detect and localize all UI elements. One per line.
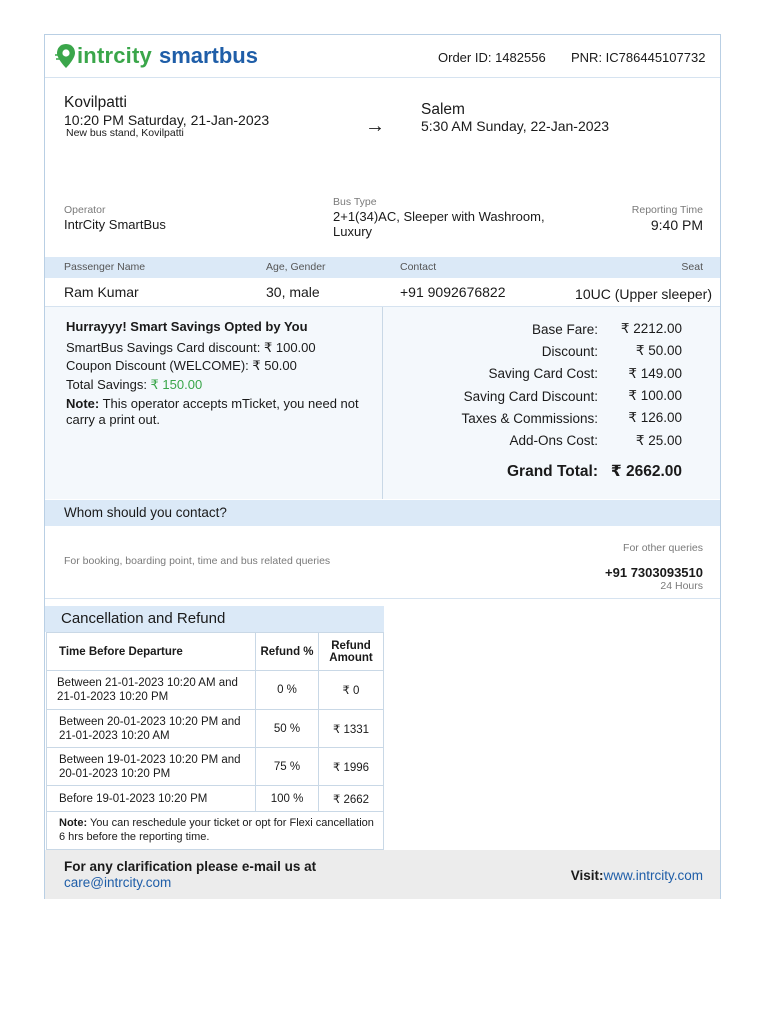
passenger-name-header: Passenger Name — [64, 261, 146, 273]
to-time: 5:30 AM Sunday, 22-Jan-2023 — [421, 118, 610, 134]
fare-label: Discount: — [541, 343, 598, 359]
operator-label: Operator — [64, 204, 106, 216]
contact-heading-band — [45, 500, 720, 526]
time-cell: Between 19-01-2023 10:20 PM and 20-01-2023 10:20 PM — [47, 748, 256, 786]
refund-percent-header: Refund % — [256, 633, 319, 671]
fare-row — [382, 363, 682, 385]
footer — [45, 850, 720, 899]
passenger-contact: +91 9092676822 — [400, 284, 506, 300]
time-cell: Between 21-01-2023 10:20 AM and 21-01-2023 10:20 PM — [47, 671, 256, 710]
order-id: Order ID: 1482556 — [438, 50, 546, 65]
bus-type-label: Bus Type — [333, 196, 377, 208]
contact-divider — [45, 598, 720, 599]
fare-breakdown — [382, 318, 682, 484]
time-cell: Before 19-01-2023 10:20 PM — [47, 786, 256, 812]
fare-value: ₹ 2212.00 — [620, 321, 682, 337]
fare-row — [382, 340, 682, 362]
table-row — [47, 671, 384, 710]
operator-value: IntrCity SmartBus — [64, 217, 166, 232]
cancellation-title: Cancellation and Refund — [61, 610, 226, 627]
intrcity-logo — [55, 41, 258, 71]
refund-percent-cell: 50 % — [256, 710, 319, 748]
refund-percent-cell: 100 % — [256, 786, 319, 812]
table-row — [47, 786, 384, 812]
reschedule-note-label: Note: — [59, 817, 88, 829]
refund-percent-cell: 75 % — [256, 748, 319, 786]
cancellation-table — [46, 632, 384, 850]
savings-card-discount: SmartBus Savings Card discount: ₹ 100.00 — [66, 339, 316, 355]
savings-panel — [66, 318, 366, 428]
refund-amount-cell: ₹ 1996 — [319, 748, 384, 786]
refund-percent-cell: 0 % — [256, 671, 319, 710]
cancellation-title-band — [45, 606, 384, 632]
clarification-text: For any clarification please e-mail us at — [64, 859, 317, 874]
total-savings-label: Total Savings: — [66, 376, 151, 392]
note-text: This operator accepts mTicket, you need not carry a print out. — [66, 396, 359, 427]
passenger-header-band — [45, 257, 720, 278]
arrow-right-icon: → — [365, 115, 385, 137]
fare-label: Saving Card Cost: — [488, 366, 598, 382]
grand-total-value: ₹ 2662.00 — [610, 463, 682, 481]
support-email-link[interactable]: care@intrcity.com — [64, 875, 172, 890]
total-savings — [66, 376, 366, 395]
website-link[interactable]: www.intrcity.com — [603, 868, 703, 883]
ticket — [44, 34, 721, 899]
grand-total-row — [382, 460, 682, 484]
savings-title: Hurrayyy! Smart Savings Opted by You — [66, 319, 308, 334]
fare-label: Saving Card Discount: — [463, 388, 598, 404]
reschedule-note-text: You can reschedule your ticket or opt for Flexi cancellation 6 hrs before the reporting time. — [59, 817, 374, 843]
time-before-departure-header: Time Before Departure — [47, 633, 256, 671]
mticket-note — [66, 396, 366, 428]
fare-value: ₹ 149.00 — [628, 365, 682, 381]
refund-amount-cell: ₹ 0 — [319, 671, 384, 710]
note-label: Note: — [66, 396, 100, 411]
other-queries-label: For other queries — [623, 542, 703, 554]
fare-label: Taxes & Commissions: — [461, 410, 598, 426]
logo-intrcity-text: intrcity — [77, 43, 152, 68]
fare-value: ₹ 50.00 — [635, 343, 682, 359]
from-city: Kovilpatti — [64, 94, 127, 111]
table-row — [47, 710, 384, 748]
refund-amount-cell: ₹ 2662 — [319, 786, 384, 812]
visit-website — [571, 868, 703, 883]
fare-label: Base Fare: — [531, 321, 598, 337]
fare-row — [382, 407, 682, 429]
passenger-seat: 10UC (Upper sleeper) — [575, 286, 712, 302]
table-row — [47, 748, 384, 786]
reporting-time-label: Reporting Time — [631, 204, 703, 216]
seat-header: Seat — [681, 261, 703, 273]
age-gender-header: Age, Gender — [266, 261, 326, 273]
fare-value: ₹ 25.00 — [635, 432, 682, 448]
header-divider — [45, 77, 720, 78]
fare-row — [382, 385, 682, 407]
refund-amount-header: Refund Amount — [319, 633, 384, 671]
contact-heading: Whom should you contact? — [64, 505, 227, 520]
logo-smartbus-text: smartbus — [158, 43, 258, 68]
visit-label: Visit: — [570, 868, 604, 883]
passenger-age-gender: 30, male — [266, 284, 320, 300]
bus-type-value: 2+1(34)AC, Sleeper with Washroom, Luxury — [333, 209, 545, 239]
from-time: 10:20 PM Saturday, 21-Jan-2023 — [64, 112, 270, 128]
total-savings-value: ₹ 150.00 — [150, 376, 203, 392]
boarding-point: New bus stand, Kovilpatti — [66, 127, 184, 139]
fare-label: Add-Ons Cost: — [509, 433, 598, 449]
grand-total-label: Grand Total: — [507, 462, 598, 480]
coupon-discount: Coupon Discount (WELCOME): ₹ 50.00 — [66, 358, 297, 373]
pnr: PNR: IC786445107732 — [571, 50, 706, 65]
fare-row — [382, 318, 682, 340]
fare-value: ₹ 126.00 — [628, 410, 682, 426]
support-phone[interactable]: +91 7303093510 — [605, 565, 703, 580]
table-header-row — [47, 633, 384, 671]
refund-amount-cell: ₹ 1331 — [319, 710, 384, 748]
location-pin-icon — [55, 43, 77, 69]
contact-header: Contact — [400, 261, 437, 273]
reschedule-note — [47, 812, 384, 850]
booking-queries-text: For booking, boarding point, time and bus related queries — [64, 555, 331, 567]
table-note-row — [47, 812, 384, 850]
support-hours: 24 Hours — [660, 580, 703, 592]
time-cell: Between 20-01-2023 10:20 PM and 21-01-2023 10:20 AM — [47, 710, 256, 748]
passenger-name: Ram Kumar — [64, 284, 139, 300]
fare-row — [382, 429, 682, 451]
to-city: Salem — [421, 101, 465, 118]
reporting-time-value: 9:40 PM — [650, 217, 703, 233]
fare-value: ₹ 100.00 — [628, 388, 682, 404]
